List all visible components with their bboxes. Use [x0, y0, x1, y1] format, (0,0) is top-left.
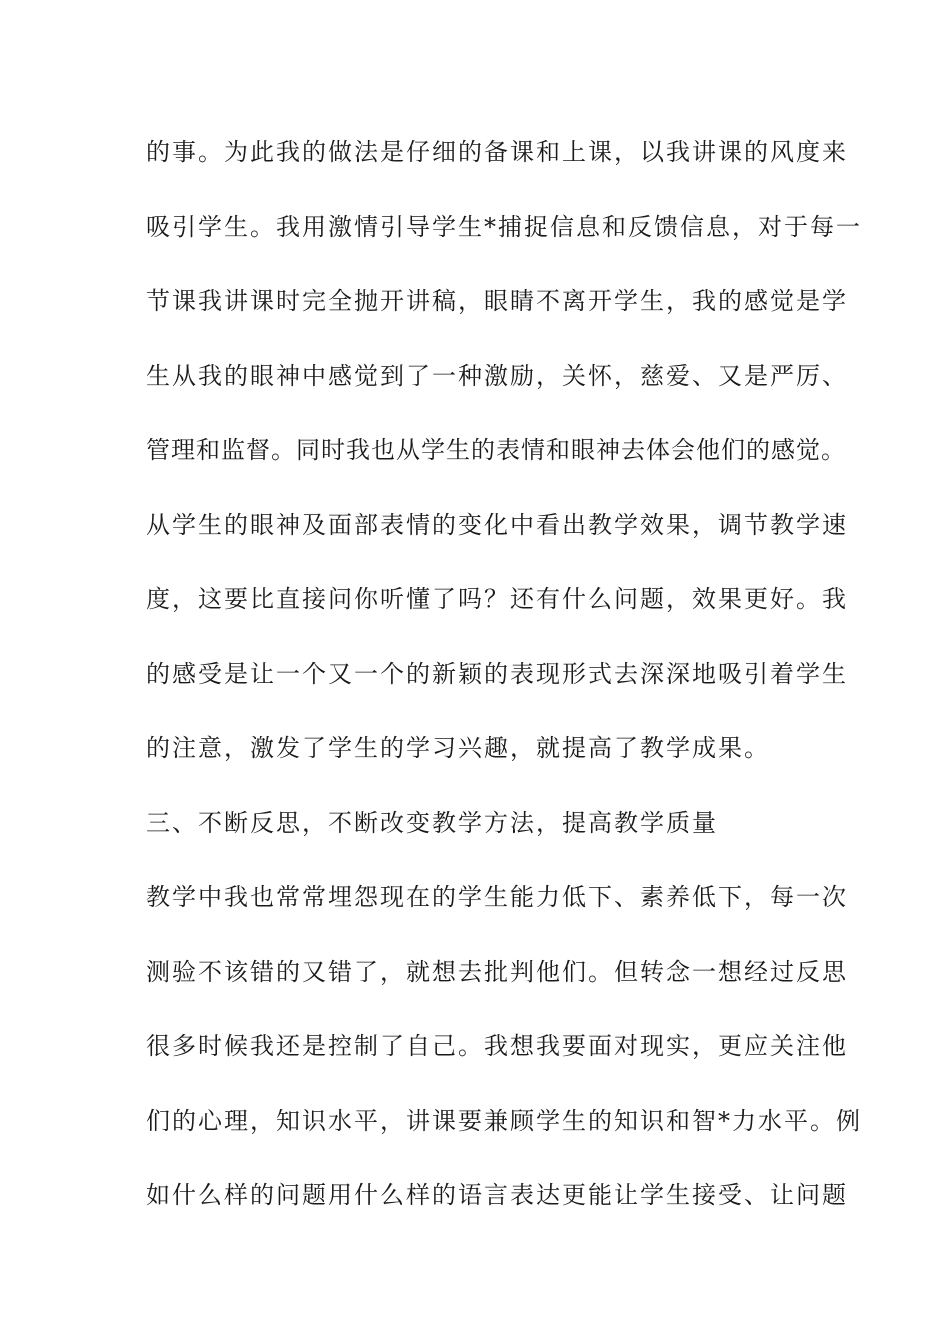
text-line: 们的心理，知识水平，讲课要兼顾学生的知识和智*力水平。例	[146, 1106, 862, 1135]
text-line: 如什么样的问题用什么样的语言表达更能让学生接受、让问题	[146, 1181, 848, 1209]
text-line: 节课我讲课时完全抛开讲稿，眼睛不离开学生，我的感觉是学	[146, 287, 848, 315]
text-line: 生从我的眼神中感觉到了一种激励，关怀，慈爱、又是严厉、	[146, 361, 848, 390]
text-line: 测验不该错的又错了，就想去批判他们。但转念一想经过反思	[146, 957, 848, 986]
text-line: 度，这要比直接问你听懂了吗？还有什么问题，效果更好。我	[146, 585, 848, 613]
body-text	[146, 128, 862, 1246]
text-line: 吸引学生。我用激情引导学生*捕捉信息和反馈信息，对于每一	[146, 212, 862, 241]
text-line: 的注意，激发了学生的学习兴趣，就提高了教学成果。	[146, 734, 770, 762]
text-line: 从学生的眼神及面部表情的变化中看出教学效果，调节教学速	[146, 510, 848, 539]
text-line: 管理和监督。同时我也从学生的表情和眼神去体会他们的感觉。	[146, 436, 846, 464]
section-heading: 三、不断反思，不断改变教学方法，提高教学质量	[146, 808, 718, 837]
text-line: 教学中我也常常埋怨现在的学生能力低下、素养低下，每一次	[146, 883, 848, 911]
text-line: 的事。为此我的做法是仔细的备课和上课，以我讲课的风度来	[146, 138, 848, 166]
text-line: 很多时候我还是控制了自己。我想我要面对现实，更应关注他	[146, 1032, 848, 1060]
text-line: 的感受是让一个又一个的新颖的表现形式去深深地吸引着学生	[146, 659, 848, 688]
